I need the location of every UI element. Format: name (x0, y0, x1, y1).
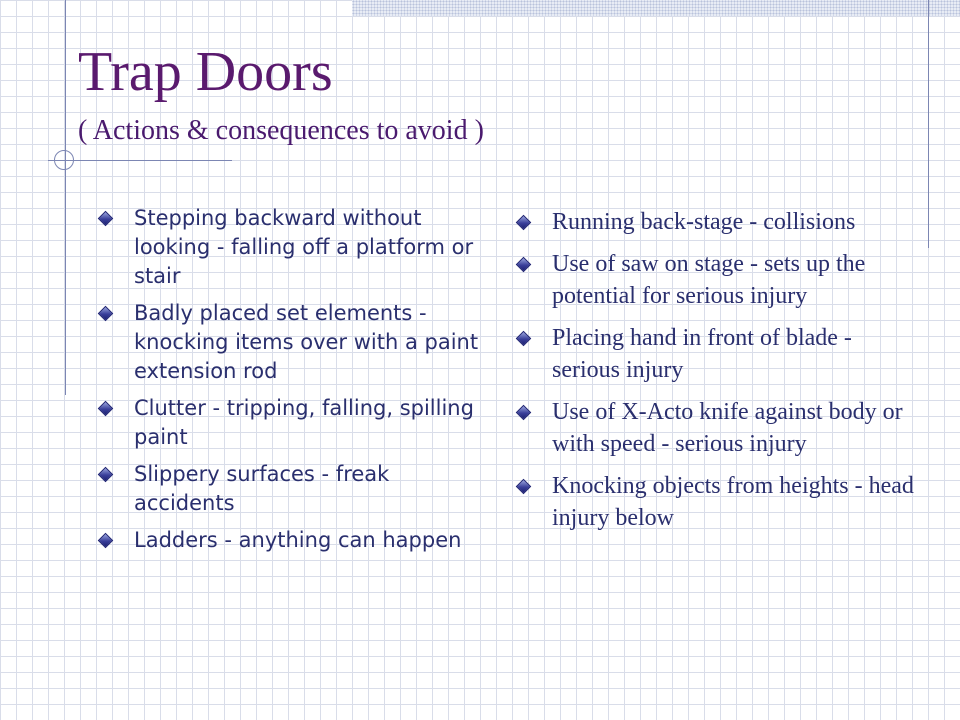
diamond-bullet-icon (98, 211, 114, 227)
diamond-bullet-icon (98, 306, 114, 322)
list-item-text: Use of X-Acto knife against body or with speed - serious injury (552, 399, 903, 457)
list-item (514, 396, 914, 460)
list-item-text: Ladders - anything can happen (134, 528, 462, 552)
diamond-bullet-icon (516, 331, 532, 347)
right-bullet-list (514, 206, 914, 544)
list-item (96, 394, 486, 452)
list-item-text: Badly placed set elements - knocking items over with a paint extension rod (134, 301, 479, 383)
list-item-text: Use of saw on stage - sets up the potential for serious injury (552, 251, 866, 309)
list-item-text: Knocking objects from heights - head injury below (552, 473, 914, 531)
list-item-text: Stepping backward without looking - falling off a platform or stair (134, 206, 474, 288)
right-vertical-rule (928, 0, 929, 248)
diamond-bullet-icon (98, 401, 114, 417)
diamond-bullet-icon (98, 467, 114, 483)
list-item (514, 248, 914, 312)
diamond-bullet-icon (516, 405, 532, 421)
diamond-bullet-icon (98, 533, 114, 549)
list-item (96, 204, 486, 291)
left-vertical-rule (65, 0, 66, 395)
diamond-bullet-icon (516, 479, 532, 495)
list-item-text: Running back-stage - collisions (552, 209, 856, 235)
list-item-text: Clutter - tripping, falling, spilling paint (134, 396, 474, 449)
diamond-bullet-icon (516, 257, 532, 273)
top-dotted-band (352, 0, 960, 16)
list-item (96, 299, 486, 386)
list-item-text: Placing hand in front of blade - serious injury (552, 325, 852, 383)
list-item (514, 206, 914, 238)
list-item-text: Slippery surfaces - freak accidents (134, 462, 390, 515)
slide-title: Trap Doors (78, 41, 333, 103)
diamond-bullet-icon (516, 215, 532, 231)
list-item (514, 322, 914, 386)
title-underline-rule (48, 160, 232, 161)
list-item (96, 526, 486, 555)
list-item (96, 460, 486, 518)
corner-circle-ornament (54, 150, 74, 170)
left-bullet-list (96, 204, 486, 563)
slide-subtitle: ( Actions & consequences to avoid ) (78, 115, 484, 146)
list-item (514, 470, 914, 534)
